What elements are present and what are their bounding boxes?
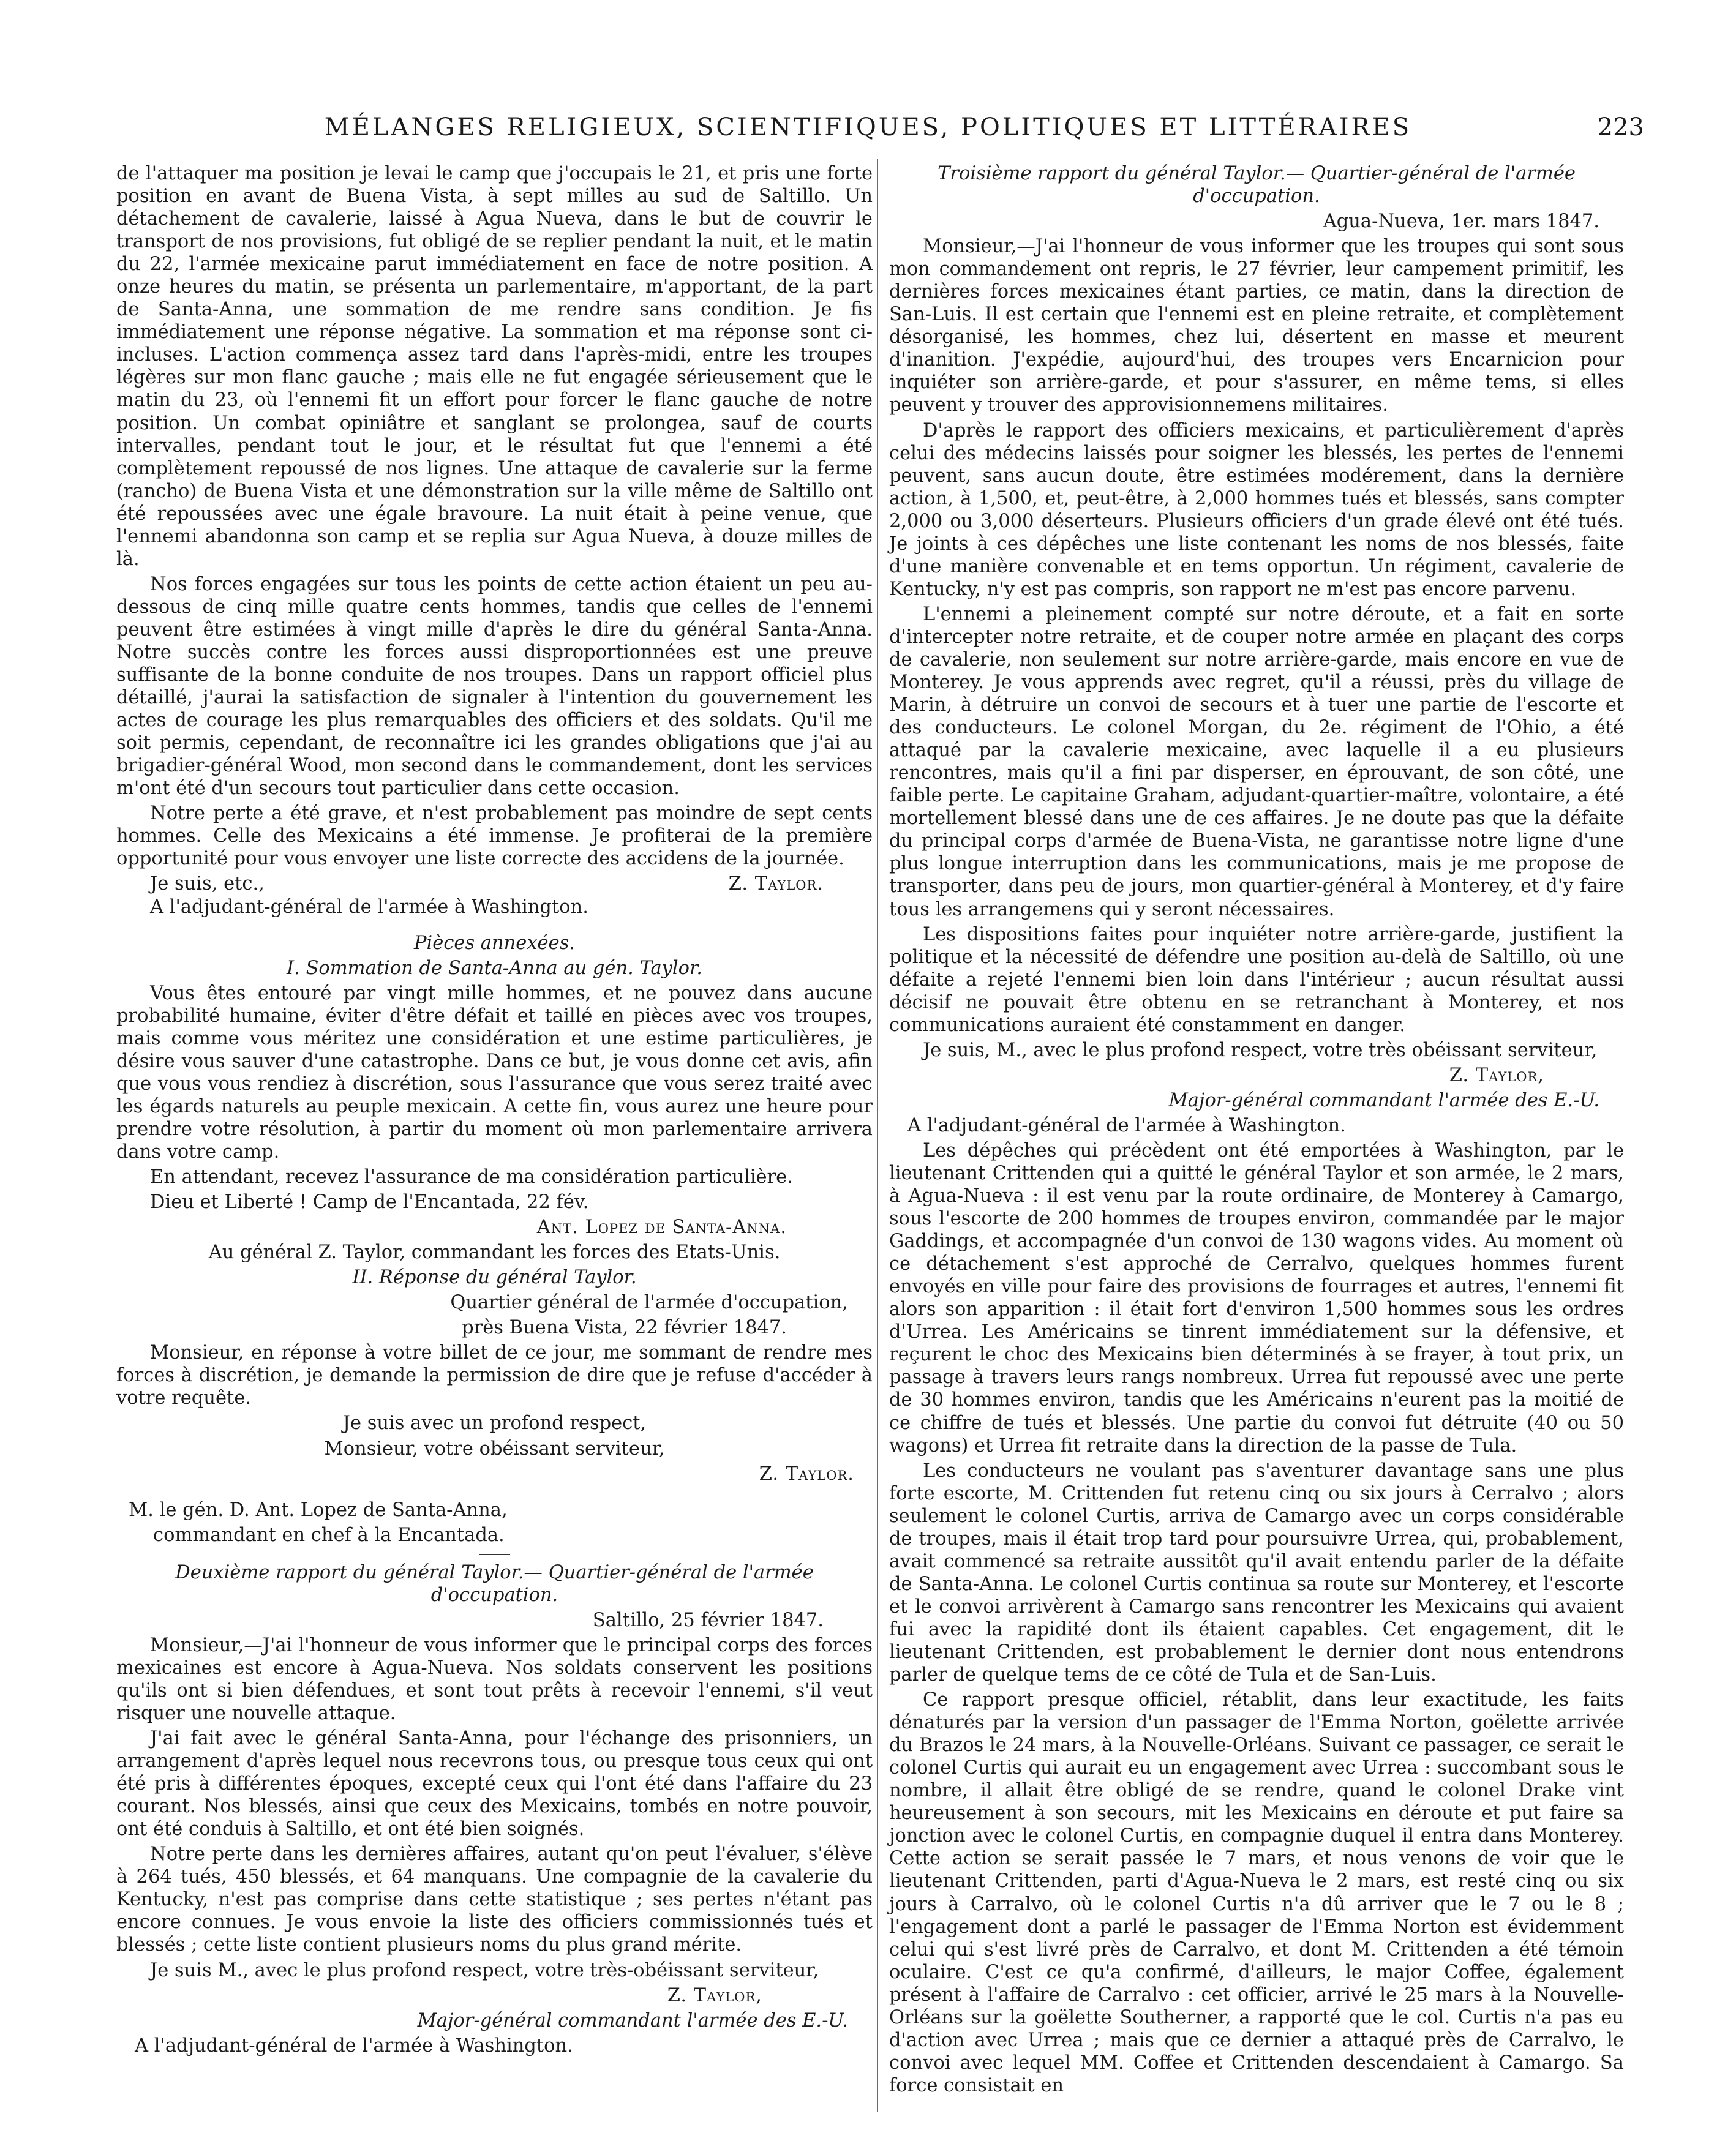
place-date: près Buena Vista, 22 février 1847. [462,1317,787,1339]
signature-line [116,872,873,895]
place-date: Quartier général de l'armée d'occupation, [450,1292,848,1314]
signature-title: Major-général commandant l'armée des E.-U. [417,2009,848,2031]
closing: Je suis avec un profond respect, [342,1412,647,1434]
paragraph: D'après le rapport des officiers mexicains, et particulièrement d'après celui des médecins laissés pour soigner les blessés, les pertes de l'ennemi peuvent, sans aucun doute, être estimées modérement, dans la dernière action, à 1,500, et, peut-être, à 2,000 hommes tués et blessés, sans compter 2,000 ou 3,000 déserteurs. Plusieurs officiers d'un grade élevé ont été tués. Je joints à ces dépêches une liste contenant les noms de nos blessés, faite d'une manière convenable et en tems opportun. Un régiment, cavalerie de Kentucky, n'y est pas compris, son rapport ne m'est pas encore parvenu. [889,419,1624,600]
paragraph: L'ennemi a pleinement compté sur notre déroute, et a fait en sorte d'intercepter notre retraite, et de couper notre armée en plaçant des corps de cavalerie, non seulement sur notre arrière-garde, mais encore en vue de Monterey. Je vous apprends avec regret, qu'il a réussi, près du village de Marin, à détruire un convoi de secours et à tuer une partie de l'escorte et des conducteurs. Le colonel Morgan, du 2e. régiment de l'Ohio, a été attaqué par la cavalerie mexicaine, avec laquelle il a eu plusieurs rencontres, mais qu'il a fini par disperser, en éprouvant, de son côté, une faible perte. Le capitaine Graham, adjudant-quartier-maître, volontaire, a été mortellement blessé dans une de ces affaires. Je ne doute pas que la défaite du principal corps d'armée de Buena-Vista, ne garantisse notre ligne d'une plus longue interruption dans les communications, mais je me propose de transporter, dans peu de jours, mon quartier-général à Monterey, et d'y faire tous les arrangemens qui y seront nécessaires. [889,603,1624,920]
section-title: Deuxième rapport du général Taylor.— Quartier-général de l'armée d'occupation. [175,1561,814,1606]
paragraph: Monsieur,—J'ai l'honneur de vous informer que les troupes qui sont sous mon commandement ont repris, le 27 février, leur campement primitif, les dernières forces mexicaines étant parties, ce matin, dans la direction de San-Luis. Il est certain que l'ennemi est en pleine retraite, et complètement désorganisé, les hommes, chez lui, désertent en masse et meurent d'inanition. J'expédie, aujourd'hui, des troupes vers Encarnicion pour inquiéter son arrière-garde, et pour s'assurer, en même tems, si elles peuvent y trouver des approvisionnemens militaires. [889,236,1624,416]
paragraph: Les dispositions faites pour inquiéter notre arrière-garde, justifient la politique et la nécessité de défendre une position au-delà de Saltillo, où une défaite a rejeté l'ennemi bien loin dans l'intérieur ; aucun résultat aussi décisif ne pouvait être obtenu en se retranchant à Monterey, et nos communications auraient été constamment en danger. [889,923,1624,1036]
page-number: 223 [1597,113,1644,141]
addressee: M. le gén. D. Ant. Lopez de Santa-Anna, [129,1499,508,1521]
paragraph: Dieu et Liberté ! Camp de l'Encantada, 22 fév. [150,1191,589,1213]
paragraph: de l'attaquer ma position je levai le camp que j'occupais le 21, et pris une forte position en avant de Buena Vista, à sept milles au sud de Saltillo. Un détachement de cavalerie, laissé à Agua Nueva, dans le but de couvrir le transport de nos provisions, fut obligé de se replier pendant la nuit, et le matin du 22, l'armée mexicaine parut immédiatement en face de notre position. A onze heures du matin, se présenta un parlementaire, m'apportant, de la part de Santa-Anna, une sommation de me rendre sans condition. Je fis immédiatement une réponse négative. La sommation et ma réponse sont ci-incluses. L'action commença assez tard dans l'après-midi, entre les troupes légères sur mon flanc gauche ; mais elle ne fut engagée sérieusement que le matin du 23, où l'ennemi fit un effort pour forcer le flanc gauche de notre position. Un combat opiniâtre et sanglant se prolongea, sauf de courts intervalles, pendant tout le jour, et le résultat fut que l'ennemi a été complètement repoussé de nos lignes. Une attaque de cavalerie sur la ferme (rancho) de Buena Vista et une démonstration sur la ville même de Saltillo ont été repoussées avec une égale bravoure. La nuit était à peine venue, que l'ennemi abandonna son camp et se replia sur Agua Nueva, à douze milles de là. [116,163,873,570]
addressee: Au général Z. Taylor, commandant les forces des Etats-Unis. [208,1242,781,1264]
place-date: Agua-Nueva, 1er. mars 1847. [1323,211,1599,233]
paragraph: Vous êtes entouré par vingt mille hommes, et ne pouvez dans aucune probabilité humaine, éviter d'être défait et taillé en pièces avec vos troupes, mais comme vous méritez une considération et une estime particulières, je désire vous sauver d'une catastrophe. Dans ce but, je vous donne cet avis, afin que vous vous rendiez à discrétion, sous l'assurance que vous serez traité avec les égards naturels au peuple mexicain. A cette fin, vous aurez une heure pour prendre votre résolution, à partir du moment où mon parlementaire arrivera dans votre camp. [116,982,873,1163]
paragraph: Nos forces engagées sur tous les points de cette action étaient un peu au-dessous de cinq mille quatre cents hommes, tandis que celles de l'ennemi peuvent être estimées à vingt mille d'après le dire du général Santa-Anna. Notre succès contre les forces aussi disproportionnées est une preuve suffisante de la bonne conduite de nos troupes. Dans un rapport officiel plus détaillé, j'aurai la satisfaction de signaler à l'intention du gouvernement les actes de courage les plus remarquables des officiers et des soldats. Qu'il me soit permis, cependant, de reconnaître ici les grandes obligations que j'ai au brigadier-général Wood, mon second dans le commandement, dont les services m'ont été d'un secours tout particulier dans cette occasion. [116,573,873,800]
closing: Je suis, etc., [150,873,265,895]
paragraph: J'ai fait avec le général Santa-Anna, pour l'échange des prisonniers, un arrangement d'après lequel nous recevrons tous, ou presque tous ceux qui ont été pris à différentes époques, excepté ceux qui l'ont été dans l'affaire du 23 courant. Nos blessés, ainsi que ceux des Mexicains, tombés en notre pouvoir, ont été conduis à Saltillo, et ont été bien soignés. [116,1728,873,1840]
annex-title: Pièces annexées. [414,932,575,954]
signature: Ant. Lopez de Santa-Anna. [536,1217,787,1239]
signature: Z. Taylor. [728,873,824,895]
running-title: MÉLANGES RELIGIEUX, SCIENTIFIQUES, POLITIQUES ET LITTÉRAIRES [324,113,1412,141]
closing: Monsieur, votre obéissant serviteur, [324,1438,665,1460]
paragraph: Les dépêches qui précèdent ont été emportées à Washington, par le lieutenant Crittenden qui a quitté le général Taylor et son armée, le 2 mars, à Agua-Nueva : il est venu par la route ordinaire, de Monterey à Camargo, sous l'escorte de 200 hommes de troupes environ, commandée par le major Gaddings, et accompagnée d'un convoi de 130 wagons vides. Au moment où ce détachement s'est approché de Cerralvo, quelques hommes furent envoyés en ville pour faire des provisions de fourrages et autres, l'ennemi fit alors son apparition : il était fort d'environ 1,500 hommes sous les ordres d'Urrea. Les Américains se tinrent immédiatement sur la défensive, et reçurent le choc des Mexicains bien déterminés à se frayer, à tout prix, un passage à travers leurs rangs nombreux. Urrea fut repoussé avec une perte de 30 hommes environ, tandis que les Américains n'eurent pas la moitié de ce chiffre de tués et blessés. Une partie du convoi fut détruite (40 ou 50 wagons) et Urrea fit retraite dans la direction de la passe de Tula. [889,1139,1624,1457]
right-column [889,162,1624,2099]
signature: Z. Taylor, [667,1984,762,2006]
running-head [0,109,1736,146]
addressee: A l'adjudant-général de l'armée à Washington. [135,2034,573,2057]
place-date: Saltillo, 25 février 1847. [592,1609,824,1631]
paragraph: En attendant, recevez l'assurance de ma considération particulière. [150,1166,793,1188]
signature-title: Major-général commandant l'armée des E.-U. [1168,1089,1599,1111]
separator-rule [479,1554,510,1555]
addressee: A l'adjudant-général de l'armée à Washington. [150,896,588,918]
paragraph: Les conducteurs ne voulant pas s'aventurer davantage sans une plus forte escorte, M. Crittenden fut retenu cinq ou six jours à Cerralvo ; alors seulement le colonel Curtis, arriva de Camargo avec un corps considérable de troupes, mais il était trop tard pour poursuivre Urrea, qui, probablement, avait commencé sa retraite aussitôt qu'il avait entendu parler de la défaite de Santa-Anna. Le colonel Curtis continua sa route sur Monterey, et l'escorte et le convoi arrivèrent à Camargo sans rencontrer les Mexicains qui avaient fui avec la rapidité dont ils étaient capables. Cet engagement, dit le lieutenant Crittenden, est probablement le dernier dont nous entendrons parler de quelque tems de ce côté de Tula et de San-Luis. [889,1460,1624,1686]
addressee: commandant en chef à la Encantada. [153,1524,505,1546]
paragraph: Je suis, M., avec le plus profond respect, votre très obéissant serviteur, [923,1039,1598,1061]
section-title: I. Sommation de Santa-Anna au gén. Taylor. [287,957,702,979]
signature: Z. Taylor, [1449,1064,1544,1086]
column-divider [877,159,878,2112]
signature: Z. Taylor. [759,1463,854,1485]
section-title: II. Réponse du général Taylor. [352,1267,637,1289]
paragraph: Notre perte dans les dernières affaires, autant qu'on peut l'évaluer, s'élève à 264 tués, 450 blessés, et 64 manquans. Une compagnie de la cavalerie du Kentucky, n'est pas comprise dans cette statistique ; ses pertes n'étant pas encore connues. Je vous envoie la liste des officiers commissionnés tués et blessés ; cette liste contient plusieurs noms du plus grand mérite. [116,1843,873,1956]
left-column [116,162,873,2060]
section-title: Troisième rapport du général Taylor.— Quartier-général de l'armée d'occupation. [938,163,1576,208]
paragraph: Monsieur, en réponse à votre billet de ce jour, me sommant de rendre mes forces à discrétion, je demande la permission de dire que je refuse d'accéder à votre requête. [116,1342,873,1409]
paragraph: Je suis M., avec le plus profond respect, votre très-obéissant serviteur, [150,1959,819,1981]
addressee: A l'adjudant-général de l'armée à Washington. [907,1114,1346,1136]
paragraph: Ce rapport presque officiel, rétablit, dans leur exactitude, les faits dénaturés par la version d'un passager de l'Emma Norton, goëlette arrivée du Brazos le 24 mars, à la Nouvelle-Orléans. Suivant ce passager, ce serait le colonel Curtis qui aurait eu un engagement avec Urrea : succombant sous le nombre, il allait être obligé de se rendre, quand le colonel Drake vint heureusement à son secours, mit les Mexicains en déroute et put faire sa jonction avec le colonel Curtis, en compagnie duquel il entra dans Monterey. Cette action se serait passée le 7 mars, et nous venons de voir que le lieutenant Crittenden, parti d'Agua-Nueva le 2 mars, est resté cinq ou six jours à Carralvo, où le colonel Curtis n'a dû arriver que le 7 ou le 8 ; l'engagement dont a parlé le passager de l'Emma Norton est évidemment celui qui s'est livré près de Carralvo, et dont M. Crittenden a été témoin oculaire. C'est ce qu'a confirmé, d'ailleurs, le major Coffee, également présent à l'affaire de Carralvo : cet officier, arrivé le 25 mars à la Nouvelle-Orléans sur la goëlette Southerner, a rapporté que le col. Curtis n'a pas eu d'action avec Urrea ; mais que ce dernier a attaqué près de Carralvo, le convoi avec lequel MM. Coffee et Crittenden descendaient à Camargo. Sa force consistait en [889,1689,1624,2096]
paragraph: Notre perte a été grave, et n'est probablement pas moindre de sept cents hommes. Celle des Mexicains a été immense. Je profiterai de la première opportunité pour vous envoyer une liste correcte des accidens de la journée. [116,803,873,870]
paragraph: Monsieur,—J'ai l'honneur de vous informer que le principal corps des forces mexicaines est encore à Agua-Nueva. Nos soldats conservent les positions qu'ils ont si bien défendues, et sont tout prêts à recevoir l'ennemi, s'il veut risquer une nouvelle attaque. [116,1634,873,1724]
